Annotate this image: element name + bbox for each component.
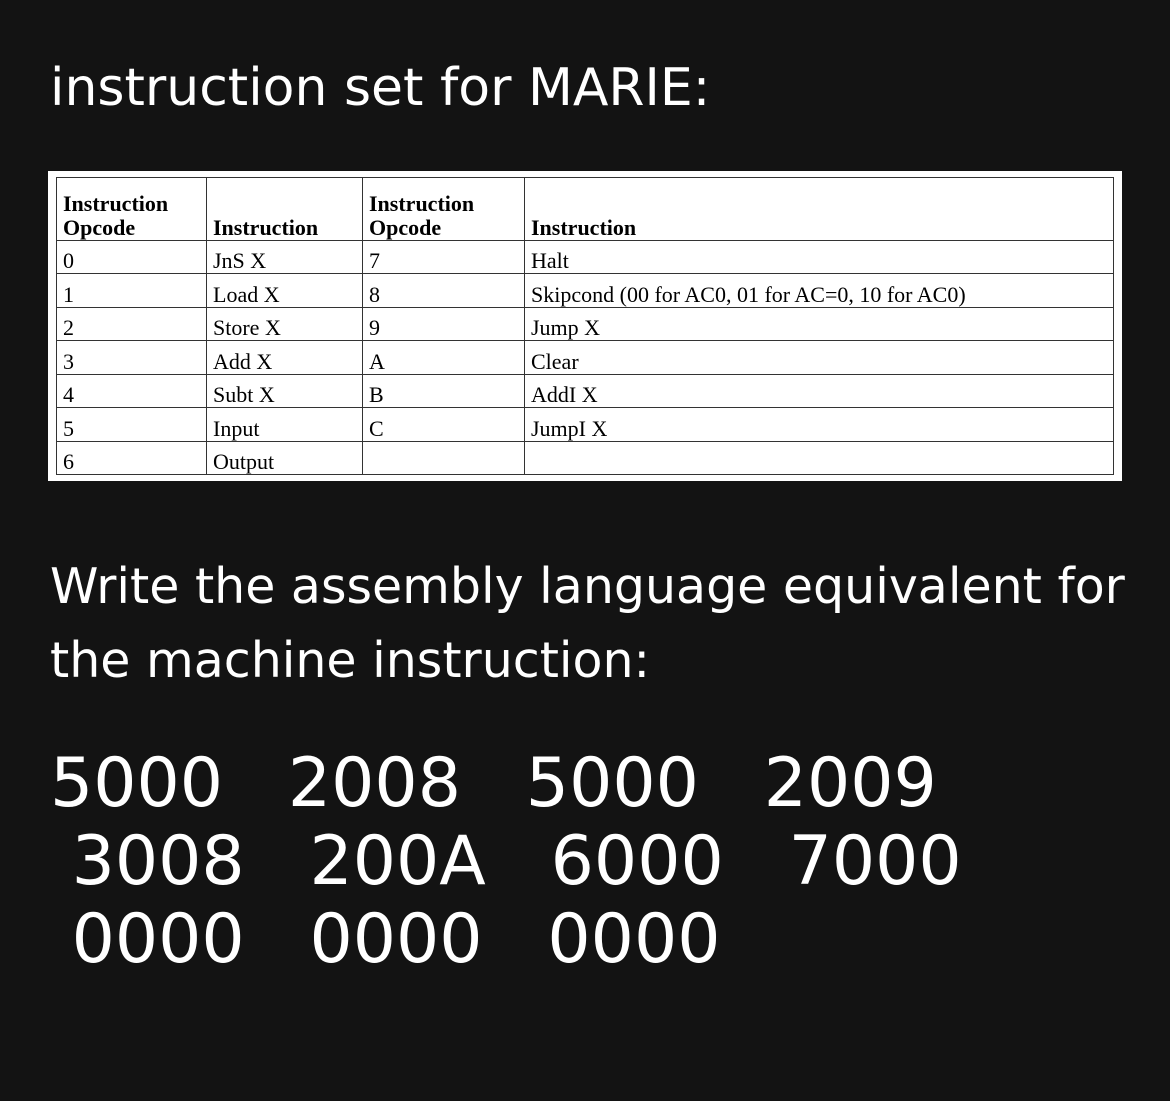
table-cell: 2 [57, 307, 207, 340]
question-text: Write the assembly language equivalent for the machine instruction: [50, 558, 1125, 689]
table-cell: Clear [525, 341, 1114, 374]
table-cell: C [363, 408, 525, 441]
table-row [57, 408, 1114, 441]
table-cell: AddI X [525, 374, 1114, 407]
table-cell: JumpI X [525, 408, 1114, 441]
table-cell [363, 441, 525, 474]
table-cell: 6 [57, 441, 207, 474]
machine-code-block [50, 745, 962, 979]
table-row [57, 341, 1114, 374]
table-cell: Load X [207, 274, 363, 307]
table-cell: Input [207, 408, 363, 441]
machine-code-line: 5000 2008 5000 2009 [50, 744, 937, 823]
table-row [57, 307, 1114, 340]
header-opcode-1: Instruction Opcode [57, 178, 207, 241]
instruction-set-table-image [48, 171, 1122, 481]
table-row [57, 374, 1114, 407]
table-row [57, 441, 1114, 474]
table-cell: JnS X [207, 241, 363, 274]
table-cell: 9 [363, 307, 525, 340]
page-title: instruction set for MARIE: [50, 58, 711, 118]
header-instruction-2: Instruction [525, 178, 1114, 241]
table-cell: 7 [363, 241, 525, 274]
table-cell: Store X [207, 307, 363, 340]
header-instruction-1: Instruction [207, 178, 363, 241]
table-cell: 8 [363, 274, 525, 307]
table-cell: Output [207, 441, 363, 474]
table-row [57, 274, 1114, 307]
table-cell: Halt [525, 241, 1114, 274]
table-cell: Jump X [525, 307, 1114, 340]
table-header-row [57, 178, 1114, 241]
table-cell: 1 [57, 274, 207, 307]
table-cell: Subt X [207, 374, 363, 407]
table-row [57, 241, 1114, 274]
table-cell: 4 [57, 374, 207, 407]
table-cell: 0 [57, 241, 207, 274]
table-cell: 5 [57, 408, 207, 441]
table-cell: B [363, 374, 525, 407]
table-cell [525, 441, 1114, 474]
table-cell: Skipcond (00 for AC0, 01 for AC=0, 10 for AC0) [525, 274, 1114, 307]
machine-code-line: 3008 200A 6000 7000 [50, 822, 962, 901]
machine-code-line: 0000 0000 0000 [50, 900, 721, 979]
header-opcode-2: Instruction Opcode [363, 178, 525, 241]
table-cell: A [363, 341, 525, 374]
table-cell: 3 [57, 341, 207, 374]
table-cell: Add X [207, 341, 363, 374]
instruction-set-table [56, 177, 1114, 475]
